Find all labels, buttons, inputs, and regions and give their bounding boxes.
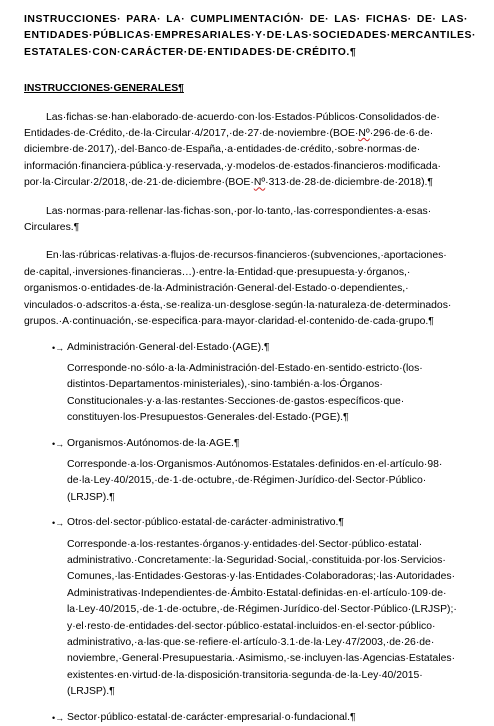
bullet-item-age bbox=[24, 340, 468, 356]
bullet-icon: •→ bbox=[52, 438, 65, 449]
bullet-item-organismos bbox=[24, 436, 468, 452]
paragraph-normas: Las·normas·para·rellenar·las·fichas·son,·por·lo·tanto,·las·correspondientes·a·esas· Circulares.¶ bbox=[24, 205, 432, 234]
spelling-error-marker: Nº bbox=[358, 128, 370, 140]
bullet-item-empresarial bbox=[24, 710, 468, 726]
bullet-icon: •→ bbox=[52, 518, 65, 529]
bullet-icon: •→ bbox=[52, 342, 65, 353]
bullet-title: Organismos·Autónomos·de·la·AGE.¶ bbox=[67, 437, 240, 449]
bullet-description: Corresponde·a·los·restantes·órganos·y·entidades·del·Sector·público·estatal· administrativo.·Concretamente:·la·Seguridad·Social,·constituida·por·los·Servicios· Comunes,·las·Entidades·Gestoras·y·las·Entidades·Colaboradoras;·las·Autoridades· Administrativas·Independientes·de·Ámbito·Estatal·definidas·en·el·artículo·109·de· la·Ley·40/2015,·de·1·de·octubre,·de·Régimen·Jurídico·del·Sector·Público·(LRJSP);· y·el·resto·de·entidades·del·sector·público·estatal·incluidos·en·el·sector·público· administrativo,·a·las·que·se·refiere·el·artículo·3.1·de·la·Ley·47/2003,·de·26·de· noviembre,·General·Presupuestaria.·Asimismo,·se·incluyen·las·Agencias·Estatales· existentes·en·virtud·de·la·disposición·transitoria·segunda·de·la·Ley·40/2015· (LRJSP).¶ bbox=[67, 538, 457, 698]
bullet-item-otros-administrativo bbox=[24, 515, 468, 531]
paragraph-rubricas: En·las·rúbricas·relativas·a·flujos·de·recursos·financieros·(subvenciones,·aportaciones· de·capital,·inversiones·financieras…)·entre·la·Entidad·que·presupuesta·y·órganos,· organismos·o·entidades·de·la·Administración·General·del·Estado·o·dependientes,· vinculados·o·adscritos·a·ésta,·se·realiza·un·desglose·según·la·naturaleza·de·determinados· grupos.·A·continuación,·se·especifica·para·mayor·claridad·el·contenido·de·cada·grupo.¶ bbox=[24, 250, 452, 328]
bullet-icon: •→ bbox=[52, 712, 65, 723]
spelling-error-marker: Nº bbox=[253, 177, 266, 189]
bullet-description: Corresponde·a·los·Organismos·Autónomos·Estatales·definidos·en·el·artículo·98· de·la·Ley·40/2015,·de·1·de·octubre,·de·Régimen·Jurídico·del·Sector·Público· (LRJSP).¶ bbox=[67, 458, 443, 503]
paragraph-text: ·296·de·6·de· diciembre·de·2017),·del·Banco·de·España,·a·entidades·de·crédito,·sobre·normas·de· información·financiera·pública·y·reservada,·y·modelos·de·estados·financieros·modificada· por·la·Circular·2/2018,·de·21·de·diciembre·(BOE· bbox=[24, 128, 441, 189]
document-page bbox=[24, 12, 476, 726]
bullet-title: Otros·del·sector·público·estatal·de·carácter·administrativo.¶ bbox=[67, 517, 344, 529]
section-heading: INSTRUCCIONES·GENERALES¶ bbox=[24, 83, 184, 95]
paragraph-text: ·313·de·28·de·diciembre·de·2018).¶ bbox=[265, 177, 434, 189]
paragraph-text: Las·fichas·se·han·elaborado·de·acuerdo·con·los·Estados·Públicos·Consolidados·de· Entidades·de·Crédito,·de·la·Circular·4/2017,·de·27·de·noviembre·(BOE· bbox=[24, 111, 440, 140]
paragraph-circulares bbox=[24, 110, 468, 192]
document-title: INSTRUCCIONES· PARA· LA· CUMPLIMENTACIÓN· DE· LAS· FICHAS· DE· LAS· ENTIDADES·PÚBLICAS·EMPRESARIALES·Y·DE·LAS·SOCIEDADES·MERCANTILES· ESTATALES·CON·CARÁCTER·DE·ENTIDADES·DE·CRÉDITO.¶ bbox=[24, 14, 476, 58]
bullet-title: Sector·público·estatal·de·carácter·empresarial·o·fundacional.¶ bbox=[67, 711, 356, 723]
bullet-description: Corresponde·no·sólo·a·la·Administración·del·Estado·en·sentido·estricto·(los· distintos·Departamentos·ministeriales),·sino·también·a·los·Órganos· Constitucionales·y·a·las·restantes·Secciones·de·gastos·específicos·que· constituyen·los·Presupuestos·Generales·del·Estado·(PGE).¶ bbox=[67, 362, 423, 424]
bullet-title: Administración·General·del·Estado·(AGE).¶ bbox=[67, 341, 270, 353]
